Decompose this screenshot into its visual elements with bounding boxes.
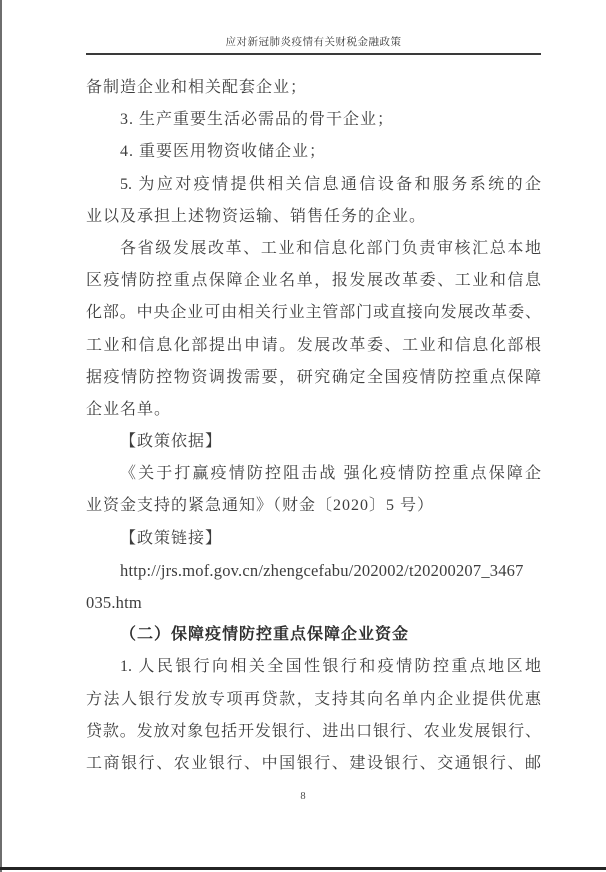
list-item-4: 4. 重要医用物资收储企业； (120, 143, 327, 161)
header-title: 应对新冠肺炎疫情有关财税金融政策 (225, 37, 402, 48)
scan-border-left (0, 0, 2, 872)
text-line: 1. 人民银行向相关全国性银行和疫情防控重点地区地 (120, 658, 541, 676)
policy-link-label: 【政策链接】 (120, 529, 223, 547)
text-line: 工业和信息化部提出申请。发展改革委、工业和信息化部根 (86, 336, 541, 354)
text-line: 工商银行、农业银行、中国银行、建设银行、交通银行、邮 (86, 754, 541, 772)
policy-basis-label: 【政策依据】 (120, 433, 223, 451)
list-item-3: 3. 生产重要生活必需品的骨干企业； (120, 111, 395, 129)
page-header (86, 34, 541, 55)
text-line: 贷款。发放对象包括开发银行、进出口银行、农业发展银行、 (86, 722, 541, 740)
policy-url-line: http://jrs.mof.gov.cn/zhengcefabu/202002/t20200207_3467 (120, 560, 524, 580)
policy-basis-text: 业资金支持的紧急通知》（财金〔2020〕5 号） (86, 497, 435, 515)
list-item-5: 5. 为应对疫情提供相关信息通信设备和服务系统的企 (120, 175, 541, 193)
text-line: 方法人银行发放专项再贷款，支持其向名单内企业提供优惠 (86, 690, 541, 708)
policy-basis-text: 《关于打赢疫情防控阻击战 强化疫情防控重点保障企 (120, 465, 541, 483)
text-line: 化部。中央企业可由相关行业主管部门或直接向发展改革委、 (86, 304, 541, 322)
text-line: 业以及承担上述物资运输、销售任务的企业。 (86, 207, 427, 225)
section-heading: （二）保障疫情防控重点保障企业资金 (120, 626, 410, 644)
text-line: 各省级发展改革、工业和信息化部门负责审核汇总本地 (120, 239, 541, 257)
text-line: 区疫情防控重点保障企业名单，报发展改革委、工业和信息 (86, 272, 541, 290)
text-line: 备制造企业和相关配套企业； (86, 79, 308, 96)
policy-url-line: 035.htm (86, 593, 142, 612)
text-line: 企业名单。 (86, 400, 172, 418)
scan-border-bottom (0, 867, 606, 870)
text-line: 据疫情防控物资调拨需要，研究确定全国疫情防控重点保障 (86, 368, 541, 386)
page-number: 8 (300, 791, 306, 802)
document-body (86, 72, 541, 780)
